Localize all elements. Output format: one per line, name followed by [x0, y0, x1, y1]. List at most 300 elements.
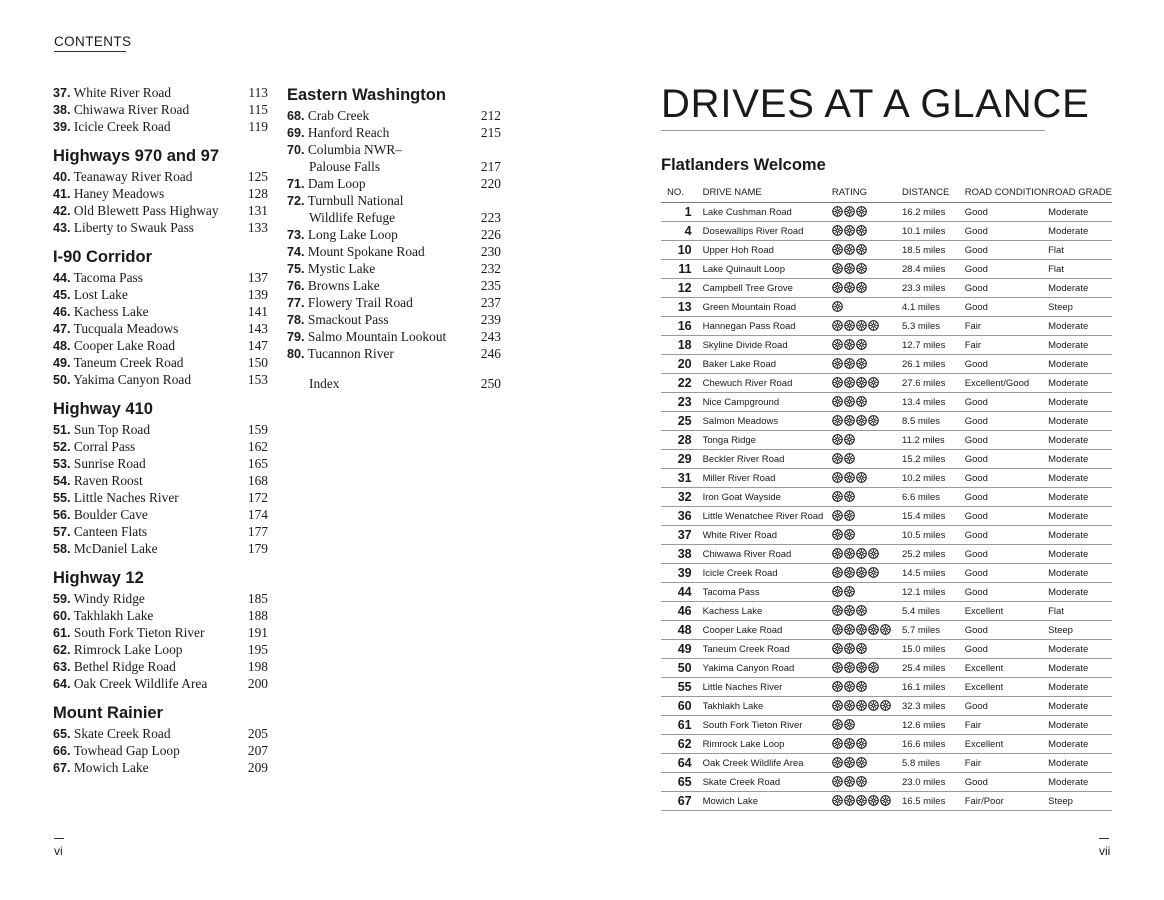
steering-wheel-icon — [832, 377, 843, 388]
toc-entry-continuation[interactable] — [287, 375, 501, 392]
toc-entry-title: Yakima Canyon Road — [73, 372, 192, 387]
toc-entry-number: 55. — [53, 491, 71, 505]
drive-road-grade: Flat — [1048, 260, 1112, 279]
toc-entry-page: 223 — [480, 210, 501, 225]
toc-entry-page: 205 — [247, 726, 268, 741]
drive-number: 16 — [661, 317, 703, 336]
page-number-left: vi — [54, 844, 63, 858]
toc-entry-title: Turnbull National — [307, 193, 404, 208]
drive-road-grade: Moderate — [1048, 374, 1112, 393]
drive-road-condition: Good — [965, 260, 1048, 279]
drive-name: Lake Cushman Road — [703, 203, 832, 222]
drive-distance: 5.4 miles — [902, 602, 965, 621]
toc-entry-number: 76. — [287, 279, 305, 293]
drive-road-condition: Excellent — [965, 602, 1048, 621]
drive-road-grade: Moderate — [1048, 773, 1112, 792]
toc-entry-number: 48. — [53, 339, 71, 353]
steering-wheel-icon — [832, 396, 843, 407]
folio-right — [1099, 838, 1110, 858]
steering-wheel-icon — [832, 624, 843, 635]
drive-distance: 16.2 miles — [902, 203, 965, 222]
drive-road-grade: Moderate — [1048, 678, 1112, 697]
toc-entry[interactable] — [287, 175, 501, 192]
drive-number: 65 — [661, 773, 703, 792]
drive-rating — [832, 697, 902, 716]
column-header-condition: ROAD CONDITION — [965, 182, 1048, 203]
drive-road-grade: Flat — [1048, 602, 1112, 621]
toc-entry[interactable] — [287, 294, 501, 311]
steering-wheel-icon — [832, 358, 843, 369]
drive-road-grade: Moderate — [1048, 754, 1112, 773]
drive-distance: 28.4 miles — [902, 260, 965, 279]
toc-entry-page: 133 — [247, 220, 268, 235]
toc-entry[interactable] — [53, 759, 268, 776]
drive-distance: 23.3 miles — [902, 279, 965, 298]
toc-entry-page: 200 — [247, 676, 268, 691]
table-row — [661, 279, 1112, 298]
toc-entry-title: Palouse Falls — [309, 159, 381, 174]
toc-entry-number: 68. — [287, 109, 305, 123]
toc-entry-title: Tacoma Pass — [73, 270, 143, 285]
steering-wheel-icon — [856, 567, 867, 578]
toc-entry[interactable] — [53, 286, 268, 303]
toc-entry-number: 45. — [53, 288, 71, 302]
steering-wheel-icon — [832, 225, 843, 236]
drive-distance: 12.6 miles — [902, 716, 965, 735]
drive-name: Mowich Lake — [703, 792, 832, 811]
toc-entry-title: Boulder Cave — [73, 507, 148, 522]
drive-name: Green Mountain Road — [703, 298, 832, 317]
toc-entry[interactable] — [53, 590, 268, 607]
drive-name: Little Wenatchee River Road — [703, 507, 832, 526]
page-number-right: vii — [1099, 844, 1111, 858]
steering-wheel-icon — [868, 624, 879, 635]
drive-road-condition: Good — [965, 241, 1048, 260]
drive-name: Rimrock Lake Loop — [703, 735, 832, 754]
column-header-no: NO. — [661, 182, 703, 203]
toc-entry-title: Oak Creek Wildlife Area — [73, 676, 208, 691]
toc-entry[interactable] — [53, 354, 268, 371]
drive-name: Baker Lake Road — [703, 355, 832, 374]
steering-wheel-icon — [856, 225, 867, 236]
drive-rating — [832, 393, 902, 412]
steering-wheel-icon — [856, 244, 867, 255]
drive-road-grade: Steep — [1048, 792, 1112, 811]
steering-wheel-icon — [844, 586, 855, 597]
drive-name: Skyline Divide Road — [703, 336, 832, 355]
toc-entry-page: 207 — [247, 743, 268, 758]
table-row — [661, 317, 1112, 336]
toc-entry-title: Takhlakh Lake — [73, 608, 154, 623]
drive-road-condition: Good — [965, 469, 1048, 488]
drive-road-condition: Good — [965, 545, 1048, 564]
drive-number: 23 — [661, 393, 703, 412]
folio-tick — [54, 838, 64, 839]
drive-name: Cooper Lake Road — [703, 621, 832, 640]
toc-entry-page: 239 — [480, 312, 501, 327]
toc-entry[interactable] — [53, 641, 268, 658]
drive-number: 12 — [661, 279, 703, 298]
steering-wheel-icon — [844, 605, 855, 616]
toc-section-heading: Highway 410 — [53, 400, 153, 418]
steering-wheel-icon — [856, 700, 867, 711]
toc-entry-number: 73. — [287, 228, 305, 242]
toc-entry[interactable] — [53, 320, 268, 337]
drive-road-grade: Moderate — [1048, 450, 1112, 469]
toc-entry[interactable] — [53, 472, 268, 489]
drive-road-condition: Excellent — [965, 735, 1048, 754]
toc-entry-page: 137 — [247, 270, 268, 285]
toc-section-heading: Highways 970 and 97 — [53, 147, 219, 165]
toc-entry[interactable] — [287, 260, 501, 277]
steering-wheel-icon — [880, 795, 891, 806]
folio-tick — [1099, 838, 1109, 839]
toc-entry-title: Liberty to Swauk Pass — [73, 220, 195, 235]
toc-entry[interactable] — [53, 269, 268, 286]
drive-name: Iron Goat Wayside — [703, 488, 832, 507]
toc-entry[interactable] — [53, 337, 268, 354]
steering-wheel-icon — [856, 396, 867, 407]
toc-entry-title: Little Naches River — [73, 490, 179, 505]
toc-entry-number: 46. — [53, 305, 71, 319]
header-rule — [54, 51, 126, 52]
steering-wheel-icon — [832, 776, 843, 787]
table-row — [661, 602, 1112, 621]
drive-road-grade: Moderate — [1048, 545, 1112, 564]
toc-entry[interactable] — [53, 658, 268, 675]
toc-entry-page: 185 — [247, 591, 268, 606]
toc-entry-title: Mystic Lake — [307, 261, 376, 276]
drive-distance: 5.7 miles — [902, 621, 965, 640]
toc-entry[interactable] — [53, 607, 268, 624]
drive-rating — [832, 298, 902, 317]
toc-entry[interactable] — [53, 219, 268, 236]
table-row — [661, 640, 1112, 659]
toc-entry[interactable] — [53, 101, 268, 118]
toc-entry[interactable] — [53, 489, 268, 506]
drive-road-condition: Good — [965, 697, 1048, 716]
drive-number: 4 — [661, 222, 703, 241]
table-row — [661, 564, 1112, 583]
toc-entry-page: 128 — [247, 186, 268, 201]
toc-entry-number: 37. — [53, 86, 71, 100]
steering-wheel-icon — [844, 396, 855, 407]
toc-entry-page: 113 — [248, 85, 268, 100]
toc-section-heading: I-90 Corridor — [53, 248, 153, 266]
steering-wheel-icon — [832, 339, 843, 350]
toc-entry-number: 72. — [287, 194, 305, 208]
drive-name: Skate Creek Road — [703, 773, 832, 792]
table-row — [661, 393, 1112, 412]
steering-wheel-icon — [844, 738, 855, 749]
drive-road-condition: Good — [965, 507, 1048, 526]
table-row — [661, 431, 1112, 450]
toc-entry-number: 54. — [53, 474, 71, 488]
toc-entry-page: 177 — [247, 524, 268, 539]
toc-entry[interactable] — [53, 624, 268, 641]
toc-entry-page: 217 — [480, 159, 501, 174]
drive-road-condition: Good — [965, 203, 1048, 222]
toc-entry[interactable] — [287, 192, 501, 209]
toc-entry[interactable] — [53, 168, 268, 185]
drive-rating — [832, 754, 902, 773]
drive-distance: 18.5 miles — [902, 241, 965, 260]
steering-wheel-icon — [880, 624, 891, 635]
steering-wheel-icon — [832, 244, 843, 255]
steering-wheel-icon — [856, 472, 867, 483]
toc-entry[interactable] — [287, 226, 501, 243]
toc-entry-number: 60. — [53, 609, 71, 623]
toc-entry-title: Sunrise Road — [73, 456, 146, 471]
toc-entry-page: 235 — [480, 278, 501, 293]
steering-wheel-icon — [844, 624, 855, 635]
toc-entry[interactable] — [53, 523, 268, 540]
steering-wheel-icon — [844, 757, 855, 768]
drive-rating — [832, 431, 902, 450]
toc-entry-title: South Fork Tieton River — [73, 625, 205, 640]
toc-entry-number: 43. — [53, 221, 71, 235]
drive-name: Nice Campground — [703, 393, 832, 412]
steering-wheel-icon — [832, 662, 843, 673]
toc-entry-page: 220 — [480, 176, 501, 191]
toc-entry[interactable] — [53, 202, 268, 219]
steering-wheel-icon — [844, 662, 855, 673]
toc-entry-page: 162 — [247, 439, 268, 454]
toc-entry-number: 42. — [53, 204, 71, 218]
toc-entry-title: Wildlife Refuge — [309, 210, 396, 225]
steering-wheel-icon — [844, 358, 855, 369]
toc-entry-title: Index — [309, 376, 340, 391]
toc-entry-number: 61. — [53, 626, 71, 640]
steering-wheel-icon — [868, 700, 879, 711]
table-row — [661, 260, 1112, 279]
table-row — [661, 222, 1112, 241]
toc-entry-title: Salmo Mountain Lookout — [307, 329, 447, 344]
drive-distance: 6.6 miles — [902, 488, 965, 507]
drive-road-grade: Moderate — [1048, 640, 1112, 659]
toc-entry-number: 69. — [287, 126, 305, 140]
drive-name: Tacoma Pass — [703, 583, 832, 602]
toc-entry-title: Taneum Creek Road — [73, 355, 184, 370]
toc-entry-page: 168 — [247, 473, 268, 488]
steering-wheel-icon — [856, 605, 867, 616]
table-row — [661, 488, 1112, 507]
steering-wheel-icon — [844, 795, 855, 806]
toc-entry-title: Corral Pass — [73, 439, 136, 454]
toc-section-heading: Highway 12 — [53, 569, 144, 587]
drive-number: 46 — [661, 602, 703, 621]
toc-entry-number: 56. — [53, 508, 71, 522]
drive-rating — [832, 260, 902, 279]
toc-spacer — [287, 362, 501, 375]
table-row — [661, 792, 1112, 811]
drive-number: 10 — [661, 241, 703, 260]
title-rule — [661, 130, 1045, 131]
toc-entry-number: 64. — [53, 677, 71, 691]
toc-entry[interactable] — [53, 506, 268, 523]
toc-entry-continuation[interactable] — [287, 158, 501, 175]
drive-road-condition: Good — [965, 773, 1048, 792]
toc-entry-title: Columbia NWR– — [307, 142, 402, 157]
drive-road-grade: Moderate — [1048, 393, 1112, 412]
toc-entry-number: 71. — [287, 177, 305, 191]
drive-distance: 10.1 miles — [902, 222, 965, 241]
column-header-name: DRIVE NAME — [703, 182, 832, 203]
drive-distance: 16.5 miles — [902, 792, 965, 811]
toc-entry-page: 243 — [480, 329, 501, 344]
steering-wheel-icon — [856, 339, 867, 350]
toc-entry[interactable] — [53, 185, 268, 202]
drive-name: Dosewallips River Road — [703, 222, 832, 241]
steering-wheel-icon — [856, 624, 867, 635]
toc-entry[interactable] — [53, 84, 268, 101]
column-header-rating: RATING — [832, 182, 902, 203]
toc-entry-number: 44. — [53, 271, 71, 285]
toc-entry[interactable] — [287, 345, 501, 362]
drive-number: 55 — [661, 678, 703, 697]
drive-distance: 4.1 miles — [902, 298, 965, 317]
toc-entry-title: Tucquala Meadows — [73, 321, 179, 336]
drive-number: 60 — [661, 697, 703, 716]
toc-entry[interactable] — [287, 277, 501, 294]
toc-entry[interactable] — [53, 455, 268, 472]
steering-wheel-icon — [832, 586, 843, 597]
toc-column-right — [287, 84, 501, 392]
toc-entry[interactable] — [287, 311, 501, 328]
toc-entry-number: 79. — [287, 330, 305, 344]
drive-road-grade: Moderate — [1048, 203, 1112, 222]
steering-wheel-icon — [856, 320, 867, 331]
steering-wheel-icon — [832, 453, 843, 464]
toc-entry[interactable] — [53, 421, 268, 438]
drive-rating — [832, 450, 902, 469]
table-row — [661, 621, 1112, 640]
drive-name: Chewuch River Road — [703, 374, 832, 393]
steering-wheel-icon — [844, 719, 855, 730]
table-row — [661, 583, 1112, 602]
drive-road-condition: Good — [965, 355, 1048, 374]
toc-entry[interactable] — [287, 328, 501, 345]
toc-entry-title: Towhead Gap Loop — [73, 743, 180, 758]
drive-road-grade: Moderate — [1048, 336, 1112, 355]
table-row — [661, 241, 1112, 260]
drive-distance: 16.6 miles — [902, 735, 965, 754]
drive-road-grade: Moderate — [1048, 317, 1112, 336]
drive-road-condition: Fair — [965, 317, 1048, 336]
toc-entry-title: Rimrock Lake Loop — [73, 642, 183, 657]
steering-wheel-icon — [832, 795, 843, 806]
toc-entry-title: Hanford Reach — [307, 125, 390, 140]
toc-entry-number: 40. — [53, 170, 71, 184]
toc-entry-page: 172 — [247, 490, 268, 505]
drive-distance: 15.4 miles — [902, 507, 965, 526]
toc-entry[interactable] — [287, 243, 501, 260]
steering-wheel-icon — [844, 681, 855, 692]
drive-rating — [832, 374, 902, 393]
toc-entry-continuation[interactable] — [287, 209, 501, 226]
toc-entry[interactable] — [53, 371, 268, 388]
toc-entry[interactable] — [53, 742, 268, 759]
drive-distance: 13.4 miles — [902, 393, 965, 412]
toc-entry[interactable] — [53, 540, 268, 557]
toc-entry-page: 195 — [247, 642, 268, 657]
drive-road-condition: Good — [965, 583, 1048, 602]
toc-entry[interactable] — [53, 725, 268, 742]
drive-number: 38 — [661, 545, 703, 564]
steering-wheel-icon — [832, 434, 843, 445]
page-title: DRIVES AT A GLANCE — [661, 82, 1090, 126]
drive-number: 37 — [661, 526, 703, 545]
steering-wheel-icon — [832, 282, 843, 293]
toc-entry[interactable] — [53, 675, 268, 692]
table-row — [661, 469, 1112, 488]
drive-distance: 25.2 miles — [902, 545, 965, 564]
drive-rating — [832, 602, 902, 621]
drive-rating — [832, 526, 902, 545]
toc-entry-title: McDaniel Lake — [73, 541, 158, 556]
toc-entry-page: 198 — [247, 659, 268, 674]
toc-entry-title: Bethel Ridge Road — [73, 659, 176, 674]
toc-entry-title: Windy Ridge — [73, 591, 145, 606]
steering-wheel-icon — [844, 225, 855, 236]
drive-rating — [832, 241, 902, 260]
drive-distance: 10.5 miles — [902, 526, 965, 545]
toc-entry[interactable] — [53, 438, 268, 455]
toc-entry-number: 58. — [53, 542, 71, 556]
drive-rating — [832, 621, 902, 640]
drive-road-condition: Good — [965, 412, 1048, 431]
toc-entry-number: 57. — [53, 525, 71, 539]
toc-entry[interactable] — [53, 303, 268, 320]
toc-entry-number: 78. — [287, 313, 305, 327]
toc-entry-title: Tucannon River — [307, 346, 394, 361]
drive-name: Little Naches River — [703, 678, 832, 697]
toc-entry[interactable] — [287, 107, 501, 124]
steering-wheel-icon — [844, 472, 855, 483]
toc-entry-page: 125 — [247, 169, 268, 184]
drive-rating — [832, 659, 902, 678]
steering-wheel-icon — [832, 567, 843, 578]
toc-entry-number: 51. — [53, 423, 71, 437]
steering-wheel-icon — [868, 795, 879, 806]
column-header-distance: DISTANCE — [902, 182, 965, 203]
drive-rating — [832, 735, 902, 754]
drive-rating — [832, 716, 902, 735]
toc-entry[interactable] — [53, 118, 268, 135]
drive-road-condition: Good — [965, 431, 1048, 450]
drive-name: Icicle Creek Road — [703, 564, 832, 583]
toc-entry-title: Smackout Pass — [307, 312, 389, 327]
toc-entry-number: 50. — [53, 373, 71, 387]
drive-rating — [832, 203, 902, 222]
toc-entry-title: Icicle Creek Road — [73, 119, 171, 134]
steering-wheel-icon — [880, 700, 891, 711]
table-header-row — [661, 182, 1112, 203]
drive-name: Miller River Road — [703, 469, 832, 488]
toc-entry-number: 39. — [53, 120, 71, 134]
drive-road-grade: Moderate — [1048, 469, 1112, 488]
toc-entry-number: 53. — [53, 457, 71, 471]
toc-entry[interactable] — [287, 124, 501, 141]
drive-name: Beckler River Road — [703, 450, 832, 469]
toc-entry-page: 237 — [480, 295, 501, 310]
toc-entry-number: 70. — [287, 143, 305, 157]
toc-entry-page: 226 — [480, 227, 501, 242]
toc-entry[interactable] — [287, 141, 501, 158]
toc-entry-title: Kachess Lake — [73, 304, 149, 319]
drive-distance: 8.5 miles — [902, 412, 965, 431]
drive-name: Hannegan Pass Road — [703, 317, 832, 336]
